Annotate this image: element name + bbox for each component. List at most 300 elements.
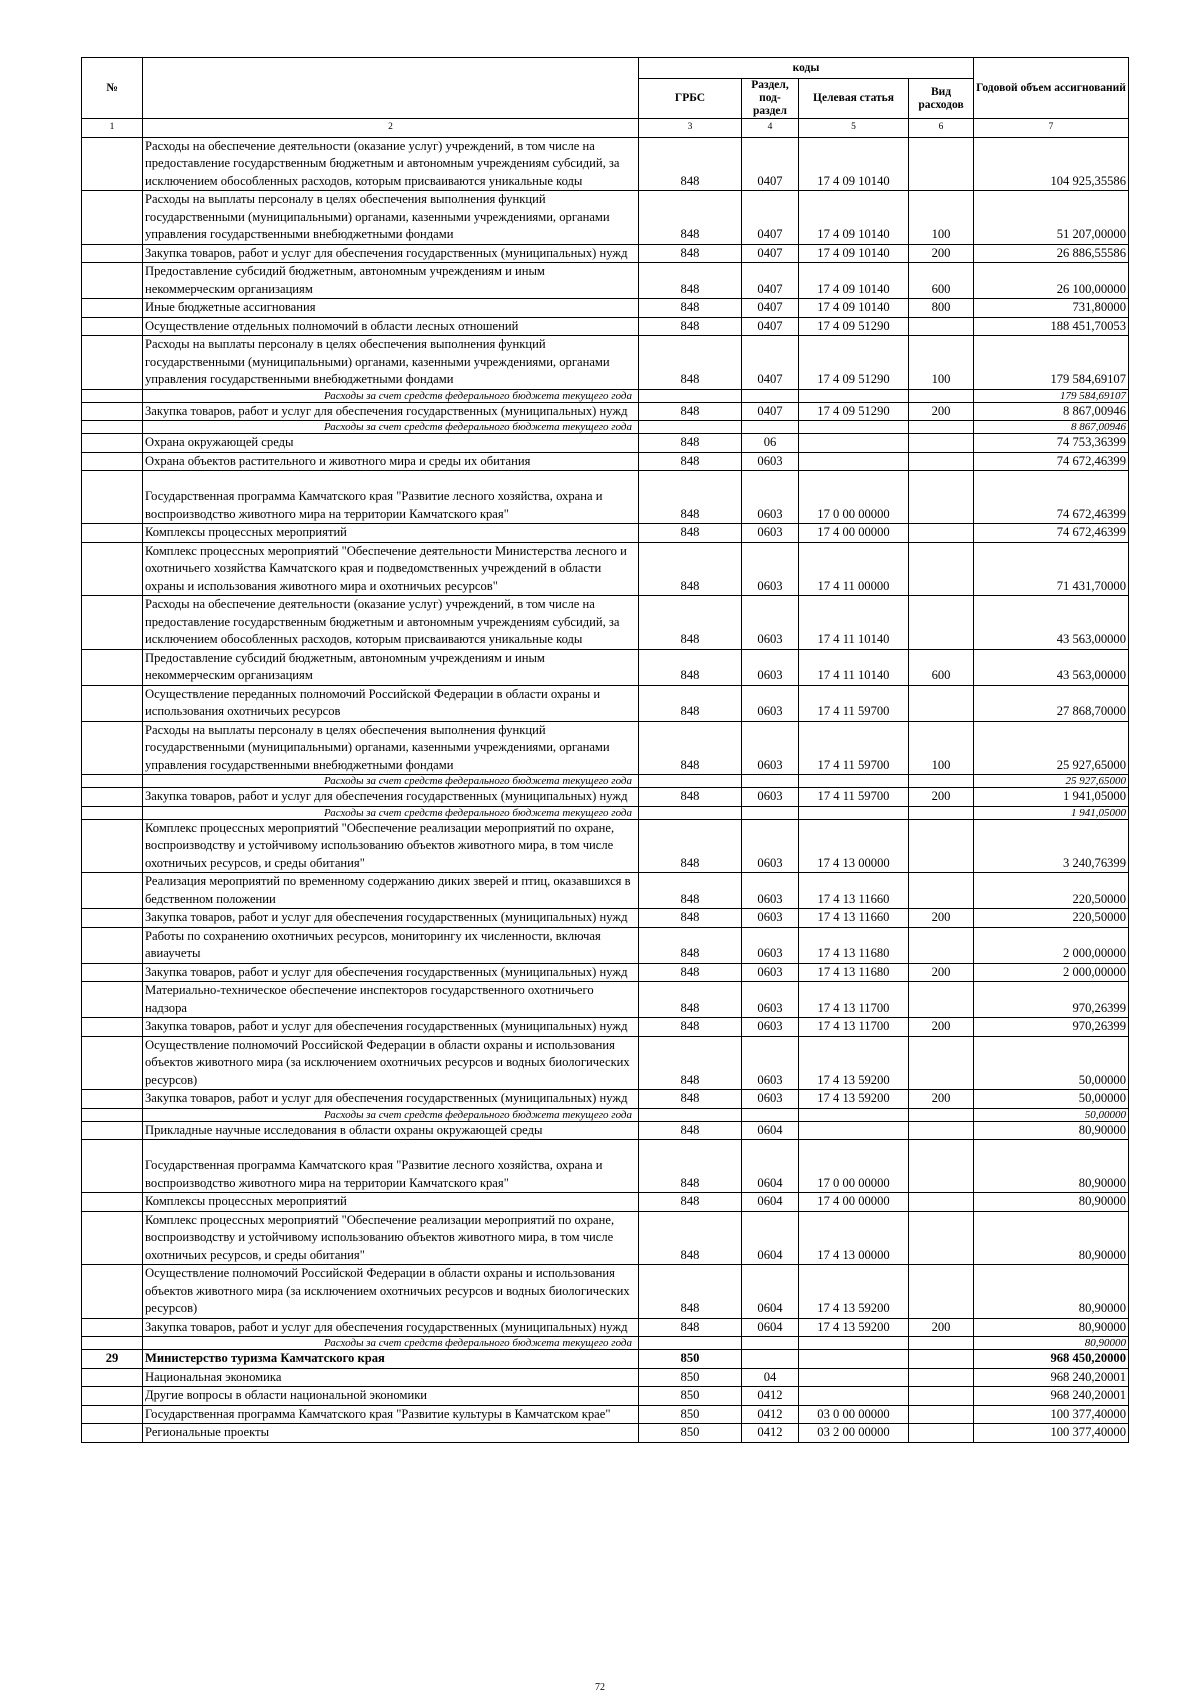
table-row <box>82 1211 1129 1265</box>
target-code: 17 4 13 11660 <box>799 909 909 928</box>
expense-type-code <box>909 1405 974 1424</box>
row-name: Государственная программа Камчатского края "Развитие лесного хозяйства, охрана и воспроизводство животного мира на территории Камчатского края" <box>143 471 639 524</box>
target-code: 17 4 11 10140 <box>799 596 909 650</box>
razdel-code: 0407 <box>742 402 799 421</box>
razdel-code: 0603 <box>742 452 799 471</box>
grbs-code: 848 <box>639 927 742 963</box>
razdel-code: 0604 <box>742 1318 799 1337</box>
expense-type-code <box>909 982 974 1018</box>
table-row <box>82 982 1129 1018</box>
grbs-code: 848 <box>639 1318 742 1337</box>
grbs-code: 850 <box>639 1405 742 1424</box>
razdel-code: 0412 <box>742 1405 799 1424</box>
table-row <box>82 909 1129 928</box>
row-name: Расходы за счет средств федерального бюджета текущего года <box>143 775 639 788</box>
grbs-code: 848 <box>639 299 742 318</box>
row-number <box>82 421 143 434</box>
col-number: 6 <box>909 119 974 138</box>
expense-type-code <box>909 1193 974 1212</box>
table-row <box>82 1405 1129 1424</box>
expense-type-code <box>909 1108 974 1121</box>
row-number <box>82 721 143 775</box>
row-name: Осуществление полномочий Российской Федерации в области охраны и использования объектов животного мира (за исключением охотничьих ресурсов и водных биологических ресурсов) <box>143 1265 639 1319</box>
target-code <box>799 434 909 453</box>
amount: 188 451,70053 <box>974 317 1129 336</box>
row-name: Осуществление полномочий Российской Федерации в области охраны и использования объектов животного мира (за исключением охотничьих ресурсов и водных биологических ресурсов) <box>143 1036 639 1090</box>
row-number <box>82 649 143 685</box>
expense-type-code <box>909 421 974 434</box>
row-name: Закупка товаров, работ и услуг для обеспечения государственных (муниципальных) нужд <box>143 963 639 982</box>
expense-type-code <box>909 819 974 873</box>
table-row <box>82 263 1129 299</box>
row-number <box>82 1387 143 1406</box>
row-name: Реализация мероприятий по временному содержанию диких зверей и птиц, оказавшихся в бедственном положении <box>143 873 639 909</box>
row-number <box>82 137 143 191</box>
row-name: Комплекс процессных мероприятий "Обеспечение деятельности Министерства лесного и охотничьего хозяйства Камчатского края и подведомственных учреждений в области охраны и использования животного мира и охотничьих ресурсов" <box>143 542 639 596</box>
expense-type-code <box>909 524 974 543</box>
target-code: 17 4 09 51290 <box>799 317 909 336</box>
row-name: Предоставление субсидий бюджетным, автономным учреждениям и иным некоммерческим организациям <box>143 263 639 299</box>
target-code: 17 4 13 00000 <box>799 819 909 873</box>
row-number <box>82 819 143 873</box>
expense-type-code <box>909 1368 974 1387</box>
table-row <box>82 1090 1129 1109</box>
target-code: 17 4 11 00000 <box>799 542 909 596</box>
amount: 50,00000 <box>974 1036 1129 1090</box>
amount: 1 941,05000 <box>974 788 1129 807</box>
row-name: Региональные проекты <box>143 1424 639 1443</box>
grbs-code: 848 <box>639 1090 742 1109</box>
razdel-code: 0412 <box>742 1387 799 1406</box>
amount: 220,50000 <box>974 909 1129 928</box>
razdel-code: 0407 <box>742 263 799 299</box>
table-row <box>82 873 1129 909</box>
row-number <box>82 1193 143 1212</box>
table-row <box>82 1121 1129 1140</box>
table-row <box>82 244 1129 263</box>
amount: 43 563,00000 <box>974 596 1129 650</box>
grbs-code: 848 <box>639 471 742 524</box>
expense-type-code <box>909 873 974 909</box>
expense-type-code <box>909 1140 974 1193</box>
row-name: Закупка товаров, работ и услуг для обеспечения государственных (муниципальных) нужд <box>143 402 639 421</box>
row-name: Закупка товаров, работ и услуг для обеспечения государственных (муниципальных) нужд <box>143 1090 639 1109</box>
row-number <box>82 685 143 721</box>
amount: 220,50000 <box>974 873 1129 909</box>
table-row <box>82 596 1129 650</box>
grbs-code: 848 <box>639 909 742 928</box>
expense-type-code: 200 <box>909 1090 974 1109</box>
row-number <box>82 317 143 336</box>
grbs-code: 848 <box>639 263 742 299</box>
grbs-code: 848 <box>639 524 742 543</box>
row-name: Комплексы процессных мероприятий <box>143 1193 639 1212</box>
amount: 179 584,69107 <box>974 389 1129 402</box>
table-row <box>82 1140 1129 1193</box>
grbs-code: 848 <box>639 317 742 336</box>
target-code <box>799 1368 909 1387</box>
target-code: 17 4 11 59700 <box>799 788 909 807</box>
expense-type-code <box>909 1036 974 1090</box>
grbs-code: 850 <box>639 1387 742 1406</box>
razdel-code: 0412 <box>742 1424 799 1443</box>
razdel-code: 0407 <box>742 137 799 191</box>
razdel-code: 0604 <box>742 1121 799 1140</box>
row-name: Осуществление отдельных полномочий в области лесных отношений <box>143 317 639 336</box>
expense-type-code: 800 <box>909 299 974 318</box>
expense-type-code: 100 <box>909 336 974 390</box>
razdel-code: 0604 <box>742 1211 799 1265</box>
row-number <box>82 1318 143 1337</box>
table-row <box>82 1368 1129 1387</box>
expense-type-code <box>909 806 974 819</box>
grbs-code: 848 <box>639 191 742 245</box>
grbs-code: 848 <box>639 649 742 685</box>
grbs-code: 848 <box>639 137 742 191</box>
expense-type-code: 200 <box>909 788 974 807</box>
grbs-code: 848 <box>639 1193 742 1212</box>
amount: 968 450,20000 <box>974 1350 1129 1369</box>
expense-type-code: 200 <box>909 963 974 982</box>
grbs-code: 848 <box>639 402 742 421</box>
row-number <box>82 1018 143 1037</box>
row-name: Комплекс процессных мероприятий "Обеспечение реализации мероприятий по охране, воспроизводству и устойчивому использованию объектов животного мира, в том числе охотничьих ресурсов, и среды обитания" <box>143 1211 639 1265</box>
razdel-code: 0407 <box>742 299 799 318</box>
grbs-code: 850 <box>639 1368 742 1387</box>
razdel-code: 0603 <box>742 471 799 524</box>
razdel-code: 0603 <box>742 873 799 909</box>
row-number <box>82 788 143 807</box>
grbs-code: 848 <box>639 685 742 721</box>
grbs-code <box>639 806 742 819</box>
row-number <box>82 982 143 1018</box>
expense-type-code <box>909 1424 974 1443</box>
razdel-code: 0407 <box>742 317 799 336</box>
table-row <box>82 1265 1129 1319</box>
row-number <box>82 1140 143 1193</box>
row-number <box>82 1405 143 1424</box>
row-number <box>82 1121 143 1140</box>
grbs-code: 848 <box>639 596 742 650</box>
target-code: 17 4 09 10140 <box>799 299 909 318</box>
grbs-code: 848 <box>639 434 742 453</box>
header-vid: Вид расходов <box>909 79 974 119</box>
target-code: 17 4 09 10140 <box>799 191 909 245</box>
row-number <box>82 1424 143 1443</box>
expense-type-code: 600 <box>909 649 974 685</box>
grbs-code: 848 <box>639 1121 742 1140</box>
amount: 71 431,70000 <box>974 542 1129 596</box>
table-row <box>82 819 1129 873</box>
razdel-code <box>742 775 799 788</box>
row-name: Закупка товаров, работ и услуг для обеспечения государственных (муниципальных) нужд <box>143 909 639 928</box>
row-name: Расходы на обеспечение деятельности (оказание услуг) учреждений, в том числе на предоставление государственным бюджетным и автономным учреждениям субсидий, за исключением обособленных расходов, которым присваиваются уникальные коды <box>143 137 639 191</box>
razdel-code: 0604 <box>742 1140 799 1193</box>
amount: 80,90000 <box>974 1211 1129 1265</box>
grbs-code: 848 <box>639 1265 742 1319</box>
table-row <box>82 137 1129 191</box>
table-header <box>82 58 1129 138</box>
target-code: 17 4 09 10140 <box>799 137 909 191</box>
row-name: Расходы на выплаты персоналу в целях обеспечения выполнения функций государственными (муниципальными) органами, казенными учреждениями, органами управления государственными внебюджетными фондами <box>143 721 639 775</box>
grbs-code: 848 <box>639 963 742 982</box>
row-number <box>82 524 143 543</box>
target-code: 03 0 00 00000 <box>799 1405 909 1424</box>
row-number <box>82 191 143 245</box>
amount: 970,26399 <box>974 982 1129 1018</box>
row-number <box>82 927 143 963</box>
row-number <box>82 434 143 453</box>
row-name: Закупка товаров, работ и услуг для обеспечения государственных (муниципальных) нужд <box>143 1318 639 1337</box>
row-name: Расходы за счет средств федерального бюджета текущего года <box>143 1337 639 1350</box>
amount: 25 927,65000 <box>974 775 1129 788</box>
expense-type-code: 600 <box>909 263 974 299</box>
target-code: 17 4 00 00000 <box>799 1193 909 1212</box>
amount: 74 672,46399 <box>974 524 1129 543</box>
amount: 2 000,00000 <box>974 963 1129 982</box>
col-number: 3 <box>639 119 742 138</box>
target-code: 17 4 13 59200 <box>799 1036 909 1090</box>
expense-type-code <box>909 685 974 721</box>
amount: 74 672,46399 <box>974 471 1129 524</box>
table-row <box>82 1318 1129 1337</box>
razdel-code: 0604 <box>742 1265 799 1319</box>
amount: 731,80000 <box>974 299 1129 318</box>
razdel-code: 0603 <box>742 721 799 775</box>
razdel-code <box>742 1108 799 1121</box>
grbs-code <box>639 389 742 402</box>
row-name: Расходы за счет средств федерального бюджета текущего года <box>143 421 639 434</box>
row-number <box>82 1108 143 1121</box>
table-row <box>82 788 1129 807</box>
row-number <box>82 1036 143 1090</box>
col-number: 7 <box>974 119 1129 138</box>
grbs-code <box>639 775 742 788</box>
amount: 80,90000 <box>974 1121 1129 1140</box>
table-row <box>82 471 1129 524</box>
row-name: Закупка товаров, работ и услуг для обеспечения государственных (муниципальных) нужд <box>143 1018 639 1037</box>
amount: 51 207,00000 <box>974 191 1129 245</box>
table-row <box>82 721 1129 775</box>
expense-type-code <box>909 1337 974 1350</box>
target-code: 17 4 13 00000 <box>799 1211 909 1265</box>
row-name: Комплексы процессных мероприятий <box>143 524 639 543</box>
table-row <box>82 685 1129 721</box>
row-number <box>82 402 143 421</box>
target-code: 17 4 09 51290 <box>799 336 909 390</box>
expense-type-code <box>909 775 974 788</box>
grbs-code: 848 <box>639 819 742 873</box>
federal-funds-row <box>82 806 1129 819</box>
expense-type-code <box>909 434 974 453</box>
row-number <box>82 452 143 471</box>
row-number <box>82 263 143 299</box>
page-number: 72 <box>595 1682 605 1693</box>
federal-funds-row <box>82 1108 1129 1121</box>
row-name: Расходы на выплаты персоналу в целях обеспечения выполнения функций государственными (муниципальными) органами, казенными учреждениями, органами управления государственными внебюджетными фондами <box>143 336 639 390</box>
amount: 74 753,36399 <box>974 434 1129 453</box>
grbs-code: 848 <box>639 788 742 807</box>
razdel-code: 0603 <box>742 1090 799 1109</box>
target-code <box>799 1108 909 1121</box>
razdel-code: 0603 <box>742 963 799 982</box>
header-target: Целевая статья <box>799 79 909 119</box>
razdel-code <box>742 389 799 402</box>
expense-type-code <box>909 317 974 336</box>
amount: 25 927,65000 <box>974 721 1129 775</box>
target-code <box>799 1387 909 1406</box>
expense-type-code <box>909 542 974 596</box>
grbs-code: 850 <box>639 1424 742 1443</box>
razdel-code: 0407 <box>742 336 799 390</box>
amount: 26 100,00000 <box>974 263 1129 299</box>
target-code: 17 4 13 59200 <box>799 1265 909 1319</box>
budget-table <box>81 57 1129 1443</box>
column-numbers-row <box>82 119 1129 138</box>
target-code: 17 4 13 11680 <box>799 927 909 963</box>
table-row <box>82 452 1129 471</box>
expense-type-code <box>909 452 974 471</box>
row-name: Расходы на обеспечение деятельности (оказание услуг) учреждений, в том числе на предоставление государственным бюджетным и автономным учреждениям субсидий, за исключением обособленных расходов, которым присваиваются уникальные коды <box>143 596 639 650</box>
grbs-code: 848 <box>639 336 742 390</box>
row-number <box>82 596 143 650</box>
amount: 50,00000 <box>974 1108 1129 1121</box>
row-name: Охрана окружающей среды <box>143 434 639 453</box>
grbs-code: 848 <box>639 1036 742 1090</box>
row-name: Расходы за счет средств федерального бюджета текущего года <box>143 389 639 402</box>
header-codes: коды <box>639 58 974 79</box>
table-row <box>82 317 1129 336</box>
razdel-code: 0603 <box>742 524 799 543</box>
razdel-code: 0603 <box>742 927 799 963</box>
amount: 3 240,76399 <box>974 819 1129 873</box>
target-code <box>799 1337 909 1350</box>
row-name: Предоставление субсидий бюджетным, автономным учреждениям и иным некоммерческим организациям <box>143 649 639 685</box>
table-row <box>82 649 1129 685</box>
target-code: 17 4 11 10140 <box>799 649 909 685</box>
razdel-code <box>742 806 799 819</box>
expense-type-code <box>909 1211 974 1265</box>
razdel-code: 0603 <box>742 1018 799 1037</box>
col-number: 2 <box>143 119 639 138</box>
expense-type-code: 100 <box>909 191 974 245</box>
col-number: 4 <box>742 119 799 138</box>
table-row <box>82 1424 1129 1443</box>
razdel-code <box>742 1337 799 1350</box>
amount: 80,90000 <box>974 1193 1129 1212</box>
table-row <box>82 191 1129 245</box>
row-name: Охрана объектов растительного и животного мира и среды их обитания <box>143 452 639 471</box>
row-name: Министерство туризма Камчатского края <box>143 1350 639 1369</box>
expense-type-code: 200 <box>909 1018 974 1037</box>
row-name: Иные бюджетные ассигнования <box>143 299 639 318</box>
target-code: 17 0 00 00000 <box>799 471 909 524</box>
grbs-code <box>639 1108 742 1121</box>
table-row <box>82 434 1129 453</box>
target-code: 17 4 09 10140 <box>799 263 909 299</box>
expense-type-code: 200 <box>909 244 974 263</box>
federal-funds-row <box>82 421 1129 434</box>
expense-type-code: 100 <box>909 721 974 775</box>
row-name: Национальная экономика <box>143 1368 639 1387</box>
razdel-code: 0603 <box>742 685 799 721</box>
grbs-code: 848 <box>639 721 742 775</box>
target-code: 17 4 13 11700 <box>799 1018 909 1037</box>
razdel-code <box>742 1350 799 1369</box>
amount: 80,90000 <box>974 1140 1129 1193</box>
row-number <box>82 1337 143 1350</box>
amount: 80,90000 <box>974 1337 1129 1350</box>
amount: 27 868,70000 <box>974 685 1129 721</box>
row-number <box>82 963 143 982</box>
table-row <box>82 542 1129 596</box>
federal-funds-row <box>82 775 1129 788</box>
grbs-code <box>639 421 742 434</box>
amount: 179 584,69107 <box>974 336 1129 390</box>
table-row <box>82 1036 1129 1090</box>
header-grbs: ГРБС <box>639 79 742 119</box>
table-body <box>82 137 1129 1442</box>
row-number <box>82 909 143 928</box>
row-name: Прикладные научные исследования в области охраны окружающей среды <box>143 1121 639 1140</box>
razdel-code: 0603 <box>742 542 799 596</box>
row-number <box>82 806 143 819</box>
grbs-code <box>639 1337 742 1350</box>
row-number <box>82 1211 143 1265</box>
expense-type-code <box>909 137 974 191</box>
amount: 104 925,35586 <box>974 137 1129 191</box>
expense-type-code <box>909 389 974 402</box>
row-number <box>82 1368 143 1387</box>
target-code: 17 4 11 59700 <box>799 685 909 721</box>
row-name: Государственная программа Камчатского края "Развитие лесного хозяйства, охрана и воспроизводство животного мира на территории Камчатского края" <box>143 1140 639 1193</box>
razdel-code: 0603 <box>742 1036 799 1090</box>
target-code <box>799 421 909 434</box>
col-number: 1 <box>82 119 143 138</box>
target-code: 17 4 13 11660 <box>799 873 909 909</box>
row-name: Материально-техническое обеспечение инспекторов государственного охотничьего надзора <box>143 982 639 1018</box>
expense-type-code: 200 <box>909 909 974 928</box>
razdel-code: 06 <box>742 434 799 453</box>
col-number: 5 <box>799 119 909 138</box>
grbs-code: 848 <box>639 1018 742 1037</box>
grbs-code: 848 <box>639 452 742 471</box>
amount: 8 867,00946 <box>974 421 1129 434</box>
target-code <box>799 452 909 471</box>
target-code: 17 4 13 59200 <box>799 1090 909 1109</box>
razdel-code: 0603 <box>742 596 799 650</box>
amount: 50,00000 <box>974 1090 1129 1109</box>
amount: 2 000,00000 <box>974 927 1129 963</box>
grbs-code: 848 <box>639 873 742 909</box>
header-number: № <box>82 58 143 119</box>
row-number <box>82 299 143 318</box>
table-row <box>82 1018 1129 1037</box>
target-code: 17 4 13 11700 <box>799 982 909 1018</box>
target-code <box>799 1350 909 1369</box>
table-row <box>82 524 1129 543</box>
row-name: Комплекс процессных мероприятий "Обеспечение реализации мероприятий по охране, воспроизводству и устойчивому использованию объектов животного мира, в том числе охотничьих ресурсов, и среды обитания" <box>143 819 639 873</box>
row-name: Закупка товаров, работ и услуг для обеспечения государственных (муниципальных) нужд <box>143 244 639 263</box>
header-name <box>143 58 639 119</box>
amount: 8 867,00946 <box>974 402 1129 421</box>
row-number <box>82 336 143 390</box>
grbs-code: 848 <box>639 1140 742 1193</box>
table-row <box>82 1193 1129 1212</box>
row-name: Работы по сохранению охотничьих ресурсов, мониторингу их численности, включая авиаучеты <box>143 927 639 963</box>
amount: 80,90000 <box>974 1265 1129 1319</box>
target-code <box>799 775 909 788</box>
